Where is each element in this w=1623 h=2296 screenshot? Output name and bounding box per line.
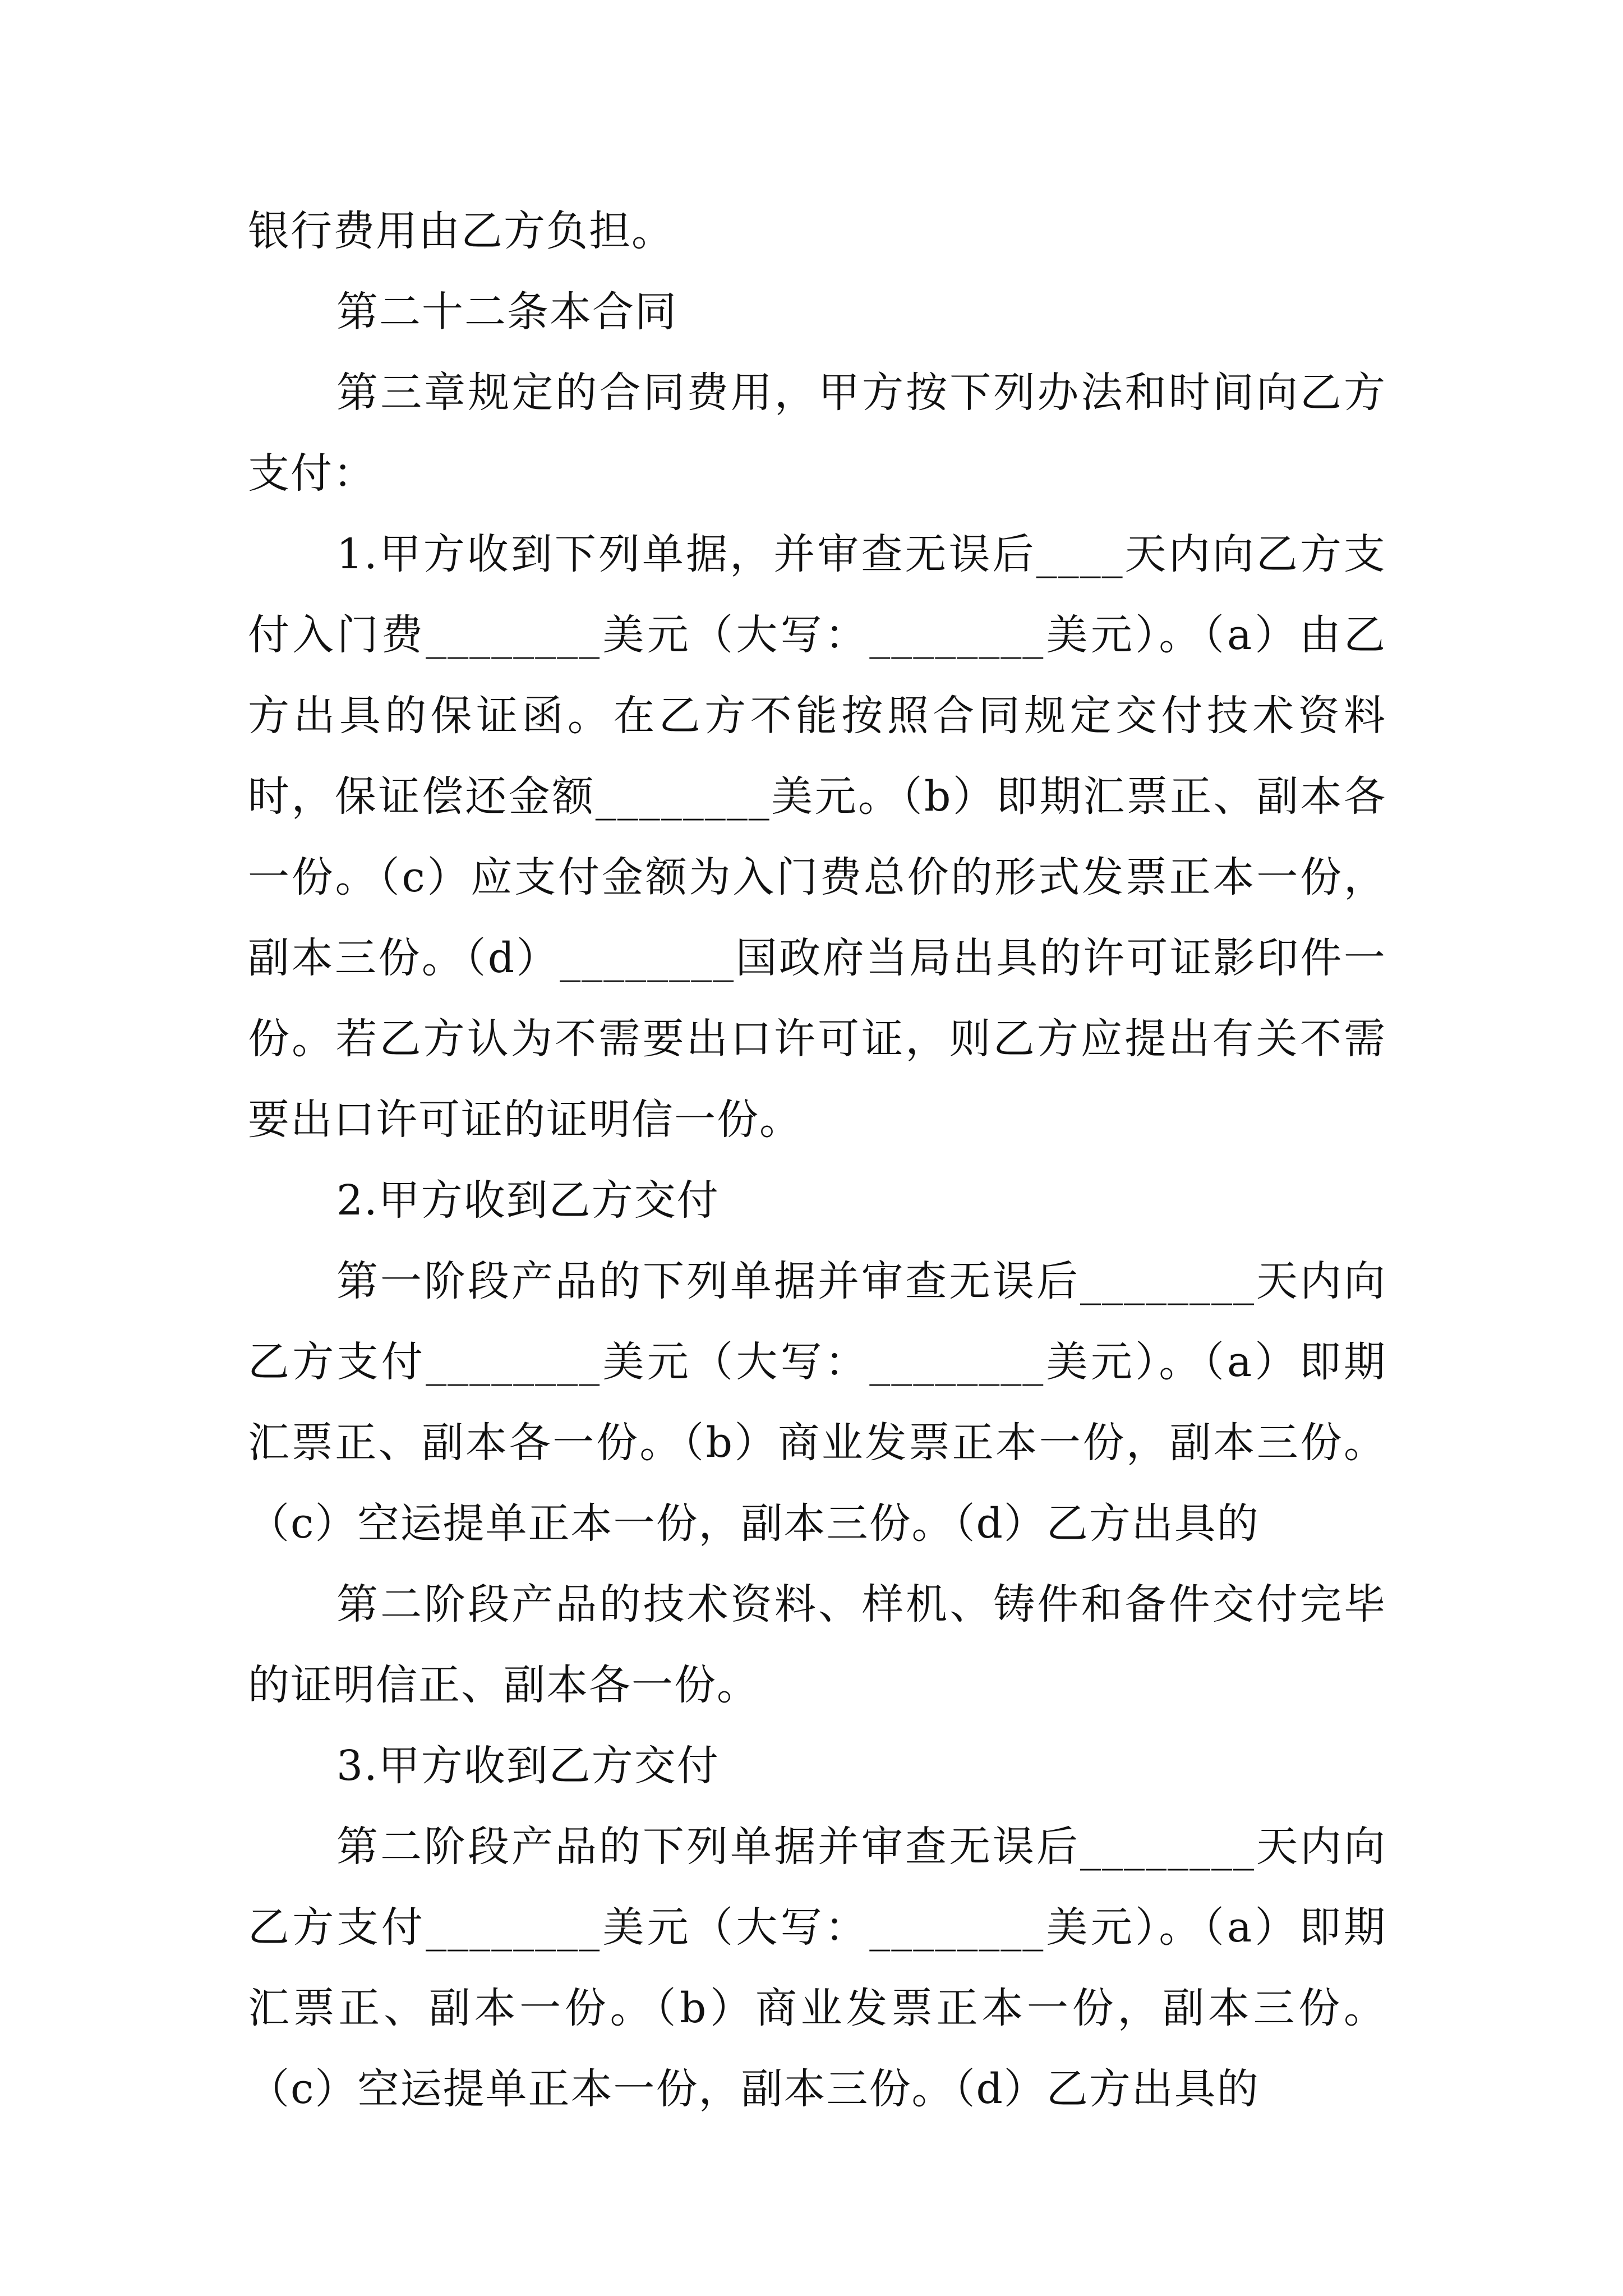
paragraph-item-2-stage-2-proof: 第二阶段产品的技术资料、样机、铸件和备件交付完毕的证明信正、副本各一份。 bbox=[248, 1580, 1386, 1709]
paragraph-item-2-stage-1: 第一阶段产品的下列单据并审查无误后________天内向乙方支付________美元（大写：________美元）。（a）即期汇票正、副本各一份。（b）商业发票正本一份，副本三份。（c）空运提单正本一份，副本三份。（d）乙方出具的 bbox=[248, 1257, 1386, 1548]
paragraph-item-3-heading: 3.甲方收到乙方交付 bbox=[336, 1742, 720, 1790]
paragraph-bank-fees: 银行费用由乙方负担。 bbox=[248, 207, 674, 255]
paragraph-article-22: 第二十二条本合同 bbox=[336, 288, 677, 336]
paragraph-payment-intro: 第三章规定的合同费用，甲方按下列办法和时间向乙方支付： bbox=[248, 369, 1386, 498]
paragraph-item-3-stage-2: 第二阶段产品的下列单据并审查无误后________天内向乙方支付________美元（大写：________美元）。（a）即期汇票正、副本一份。（b）商业发票正本一份，副本三份。（c）空运提单正本一份，副本三份。（d）乙方出具的 bbox=[248, 1823, 1386, 2113]
paragraph-item-2-heading: 2.甲方收到乙方交付 bbox=[336, 1176, 720, 1225]
paragraph-item-1: 1.甲方收到下列单据，并审查无误后____天内向乙方支付入门费________美元（大写：________美元）。（a）由乙方出具的保证函。在乙方不能按照合同规定交付技术资料时，保证偿还金额________美元。（b）即期汇票正、副本各一份。（c）应支付金额为入门费总价的形式发票正本一份，副本三份。（d）________国政府当局出具的许可证影印件一份。若乙方认为不需要出口许可证，则乙方应提出有关不需要出口许可证的证明信一份。 bbox=[248, 530, 1386, 1144]
document-body bbox=[248, 191, 1386, 2129]
